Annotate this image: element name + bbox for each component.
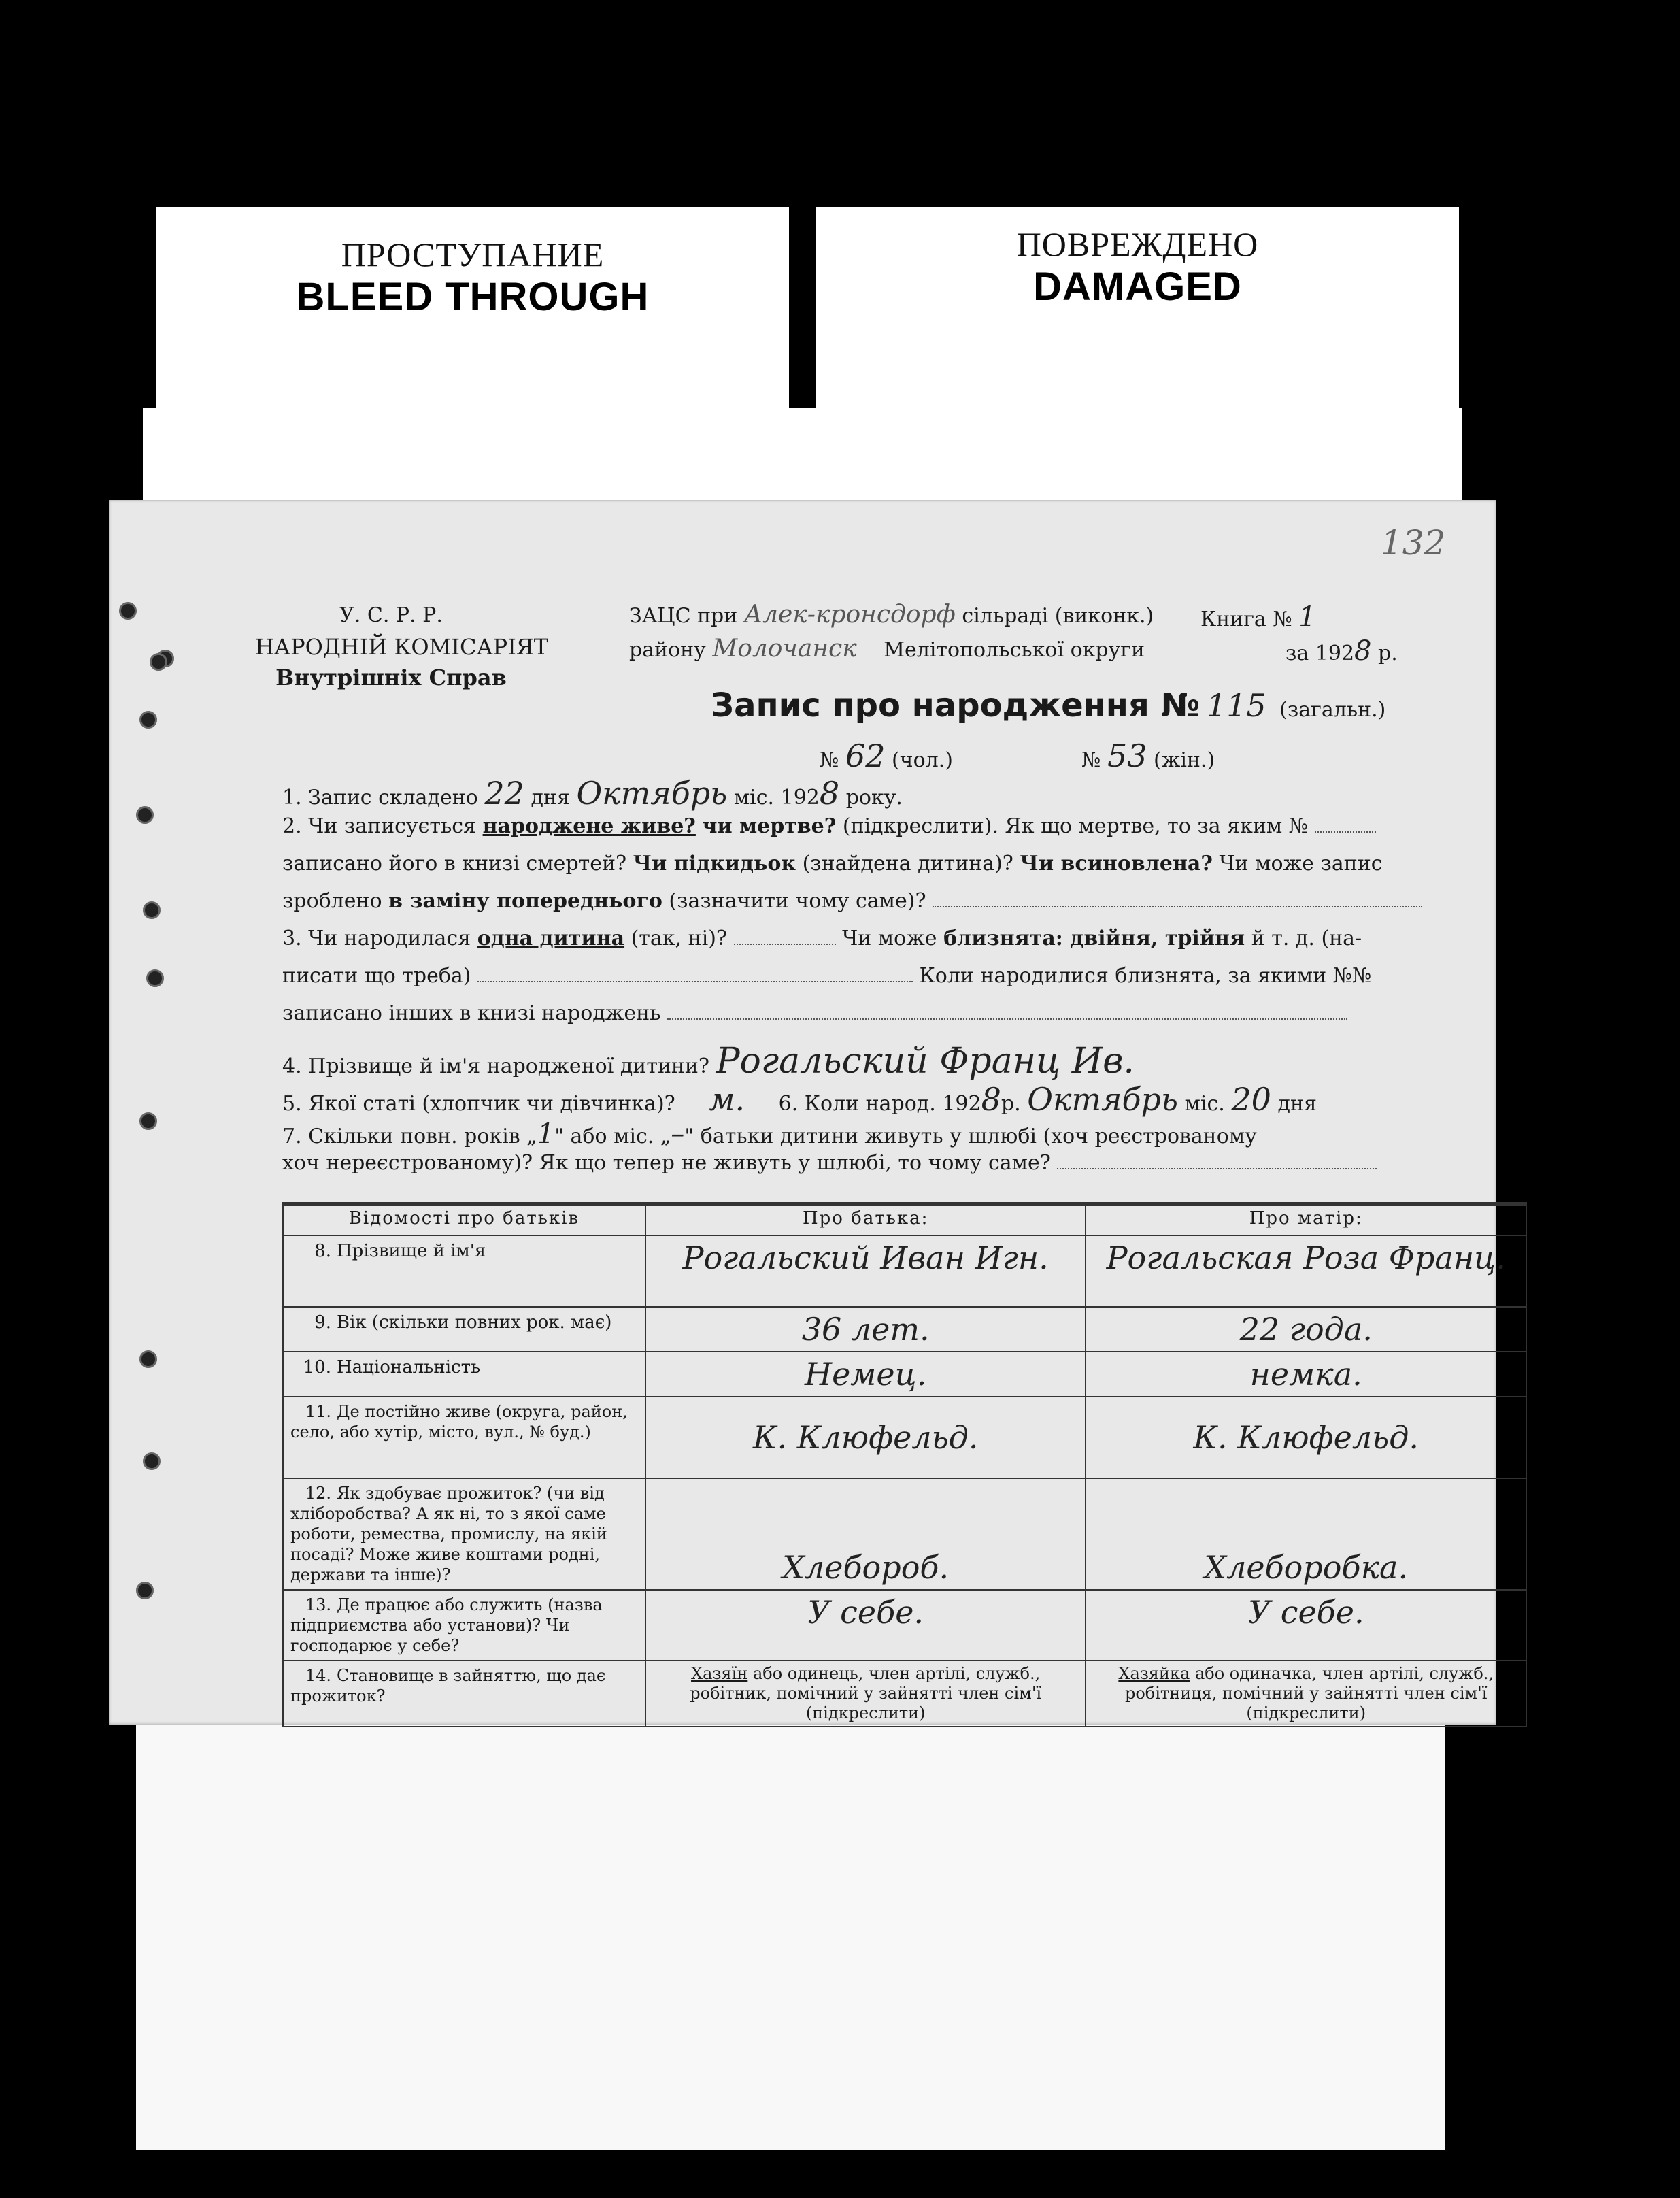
father-status-options: або одинець, член артілі, служб., робітник, помічний у зайнятті член сім'ї [690, 1664, 1042, 1703]
row-label-text: Де постійно живе (округа, район, село, або хутір, місто, вул., № буд.) [290, 1402, 628, 1442]
row-label-text: Як здобуває прожиток? (чи від хліборобства? А як ні, то з якої саме роботи, ремества, промислу, на якій посаді? Може живе коштами родні, держави та інше)? [290, 1484, 607, 1585]
row-number: 11. [305, 1402, 331, 1422]
mother-residence: К. Клюфельд. [1086, 1397, 1526, 1478]
l3-d: Чи всиновлена? [1020, 852, 1213, 876]
record-number-suffix: (загальн.) [1279, 698, 1386, 722]
zags-value: Алек-кронсдорф [743, 601, 956, 629]
l5-a: 3. Чи народилася [282, 927, 471, 950]
child-sex: м. [709, 1081, 745, 1118]
row-number: 13. [305, 1595, 331, 1615]
birth-year: 8 [981, 1081, 1001, 1118]
female-number-value: 53 [1107, 737, 1147, 774]
father-status-selected: Хазяїн [691, 1664, 748, 1684]
l1-year: 8 [819, 775, 840, 812]
header-commissariat: НАРОДНІЙ КОМІСАРІЯТ [255, 634, 549, 660]
record-number: 115 [1206, 687, 1266, 724]
l2-b: народжене живе? [482, 814, 696, 838]
l5-d: Чи може [842, 927, 937, 950]
row-label [283, 1352, 645, 1397]
father-status [645, 1661, 1086, 1726]
l9-day-label: дня [1277, 1092, 1317, 1116]
birth-month: Октябрь [1027, 1081, 1179, 1118]
row-number: 9. [314, 1312, 331, 1333]
l3-c: (знайдена дитина)? [802, 852, 1013, 876]
line-4 [282, 888, 1422, 916]
l3-e: Чи може запис [1219, 852, 1383, 876]
line-2 [282, 813, 1376, 841]
father-workplace: У себе. [645, 1590, 1086, 1661]
mother-status-options: або одиначка, член артілі, служб., робітниця, помічний у зайнятті член сім'ї [1124, 1664, 1494, 1703]
row-label-text: Вік (скільки повних рок. має) [337, 1312, 612, 1333]
male-number-label: № [820, 748, 839, 772]
zags-label: ЗАЦС при [629, 604, 738, 628]
row-label-text: Де працює або служить (назва підприємства або установи)? Чи господарює у себе? [290, 1595, 603, 1656]
l10-a: 7. Скільки повн. років „ [282, 1125, 537, 1148]
male-number-suffix: (чол.) [892, 748, 953, 772]
paper-strip-bottom [136, 1714, 1445, 2150]
l10-b: " або міс. „ [554, 1125, 671, 1148]
line-10 [282, 1116, 1257, 1152]
table-row [283, 1235, 1526, 1307]
l3-b: Чи підкидьок [633, 852, 796, 876]
row-label [283, 1307, 645, 1352]
l9-month-label: міс. [1184, 1092, 1225, 1116]
l2-blank [1315, 831, 1376, 833]
row-label [283, 1235, 645, 1307]
l6-a: писати що треба) [282, 964, 471, 988]
l4-a: зроблено [282, 889, 382, 913]
bleed-through-ru: ПРОСТУПАНИЕ [341, 235, 605, 273]
year-label: за 192 [1286, 642, 1355, 665]
l2-a: 2. Чи записується [282, 814, 477, 838]
birth-day: 20 [1231, 1081, 1271, 1118]
mother-age: 22 года. [1086, 1307, 1526, 1352]
parents-table [282, 1202, 1527, 1727]
table-row [283, 1661, 1526, 1726]
table-header-mother: Про матір: [1086, 1204, 1526, 1235]
l1-day: 22 [484, 775, 524, 812]
male-number-value: 62 [845, 737, 886, 774]
birth-record-form [109, 500, 1506, 1725]
punch-hole [136, 806, 154, 824]
male-number-line [820, 735, 953, 777]
row-number: 10. [303, 1357, 331, 1378]
line-6 [282, 963, 1371, 990]
year-value: 8 [1354, 635, 1372, 667]
row-label [283, 1397, 645, 1478]
child-name: Рогальский Франц Ив. [716, 1041, 1135, 1082]
table-row [283, 1352, 1526, 1397]
l4-b: в заміну попереднього [388, 889, 662, 913]
female-number-suffix: (жін.) [1154, 748, 1215, 772]
mother-occupation: Хлеборобка. [1086, 1478, 1526, 1590]
zags-line [629, 599, 1154, 632]
rayon-label: району [629, 638, 706, 662]
father-status-note: (підкреслити) [805, 1703, 926, 1722]
damaged-en: DAMAGED [1033, 265, 1242, 309]
line-1 [282, 772, 903, 814]
punch-hole [143, 901, 161, 919]
table-row [283, 1307, 1526, 1352]
form-title: Запис про народження № [711, 686, 1200, 725]
father-name: Рогальский Иван Игн. [645, 1235, 1086, 1307]
page-number: 132 [1381, 523, 1446, 563]
zags-suffix: сільраді (виконк.) [962, 604, 1154, 628]
year-line [1286, 633, 1398, 669]
mother-nationality: немка. [1086, 1352, 1526, 1397]
father-residence: К. Клюфельд. [645, 1397, 1086, 1478]
l1-label: 1. Запис складено [282, 786, 478, 810]
row-number: 8. [314, 1241, 331, 1261]
rayon-line [629, 633, 1145, 666]
line-11 [282, 1150, 1377, 1178]
damaged-ru: ПОВРЕЖДЕНО [1016, 225, 1259, 263]
l9-year-label: р. [1001, 1092, 1021, 1116]
l6-b: Коли народилися близнята, за якими №№ [919, 964, 1372, 988]
female-number-line [1081, 735, 1215, 777]
punch-hole [139, 711, 157, 729]
l1-month-label: міс. 192 [733, 786, 820, 810]
l5-c: (так, ні)? [631, 927, 727, 950]
paper-strip-top [143, 408, 1462, 503]
l6-blank [477, 981, 913, 982]
l3-a: записано його в книзі смертей? [282, 852, 627, 876]
female-number-label: № [1081, 748, 1101, 772]
book-line [1200, 599, 1316, 635]
marriage-months: – [671, 1118, 685, 1150]
l5-blank [734, 944, 836, 945]
book-value: 1 [1298, 601, 1316, 633]
table-row [283, 1397, 1526, 1478]
row-label-text: Національність [337, 1357, 481, 1378]
l9-birth-label: 6. Коли народ. 192 [778, 1092, 981, 1116]
l11-a: хоч нереєстрованому)? Як що тепер не живуть у шлюбі, то чому саме? [282, 1151, 1051, 1175]
punch-hole [139, 1112, 157, 1130]
l10-c: " батьки дитини живуть у шлюбі (хоч реєстрованому [684, 1125, 1257, 1148]
l1-month: Октябрь [576, 775, 728, 812]
bleed-through-en: BLEED THROUGH [296, 275, 650, 319]
table-header-row [283, 1204, 1526, 1235]
l1-year-label: року. [845, 786, 903, 810]
l1-day-label: дня [531, 786, 570, 810]
l5-b: одна дитина [477, 927, 625, 950]
row-number: 14. [305, 1666, 331, 1686]
father-age: 36 лет. [645, 1307, 1086, 1352]
mother-status-selected: Хазяйка [1118, 1664, 1190, 1684]
form-title-line [711, 684, 1385, 728]
mother-status [1086, 1661, 1526, 1726]
row-label [283, 1661, 645, 1726]
l4-blank [933, 906, 1422, 907]
l7-blank [667, 1018, 1347, 1020]
table-header-info: Відомості про батьків [283, 1204, 645, 1235]
table-row [283, 1478, 1526, 1590]
l5-e: близнята: двійня, трійня [943, 927, 1245, 950]
table-header-father: Про батька: [645, 1204, 1086, 1235]
l4-c: (зазначити чому саме)? [669, 889, 926, 913]
l9-label: 5. Якої статі (хлопчик чи дівчинка)? [282, 1092, 675, 1116]
marriage-years: 1 [537, 1118, 555, 1150]
row-label-text: Становище в зайняттю, що дає прожиток? [290, 1666, 606, 1706]
l2-c: чи мертве? [702, 814, 837, 838]
l5-f: й т. д. (на- [1251, 927, 1362, 950]
mother-status-note: (підкреслити) [1246, 1703, 1366, 1722]
l7-a: записано інших в книзі народжень [282, 1001, 661, 1025]
mother-workplace: У себе. [1086, 1590, 1526, 1661]
okruha-label: Мелітопольської округи [884, 638, 1145, 662]
l11-blank [1057, 1168, 1377, 1169]
line-9 [282, 1078, 1317, 1120]
mother-name: Рогальская Роза Франц. [1086, 1235, 1526, 1307]
l8-label: 4. Прізвище й ім'я народженої дитини? [282, 1054, 710, 1078]
father-nationality: Немец. [645, 1352, 1086, 1397]
punch-hole [146, 969, 164, 987]
line-5 [282, 925, 1362, 953]
line-7 [282, 1000, 1347, 1028]
punch-hole [139, 1350, 157, 1368]
rayon-value: Молочанск [712, 635, 857, 663]
l2-d: (підкреслити). Як що мертве, то за яким № [842, 814, 1309, 838]
table-row [283, 1590, 1526, 1661]
header-internal-affairs: Внутрішніх Справ [275, 665, 507, 690]
row-number: 12. [305, 1484, 331, 1503]
book-label: Книга № [1200, 607, 1292, 631]
row-label [283, 1590, 645, 1661]
row-label-text: Прізвище й ім'я [337, 1241, 486, 1261]
punch-hole [136, 1582, 154, 1599]
punch-hole [143, 1452, 161, 1470]
punch-hole [150, 653, 167, 671]
row-label [283, 1478, 645, 1590]
punch-hole [119, 602, 137, 620]
year-suffix: р. [1378, 642, 1398, 665]
line-3 [282, 850, 1383, 878]
header-republic: У. С. Р. Р. [339, 603, 443, 627]
father-occupation: Хлебороб. [645, 1478, 1086, 1590]
